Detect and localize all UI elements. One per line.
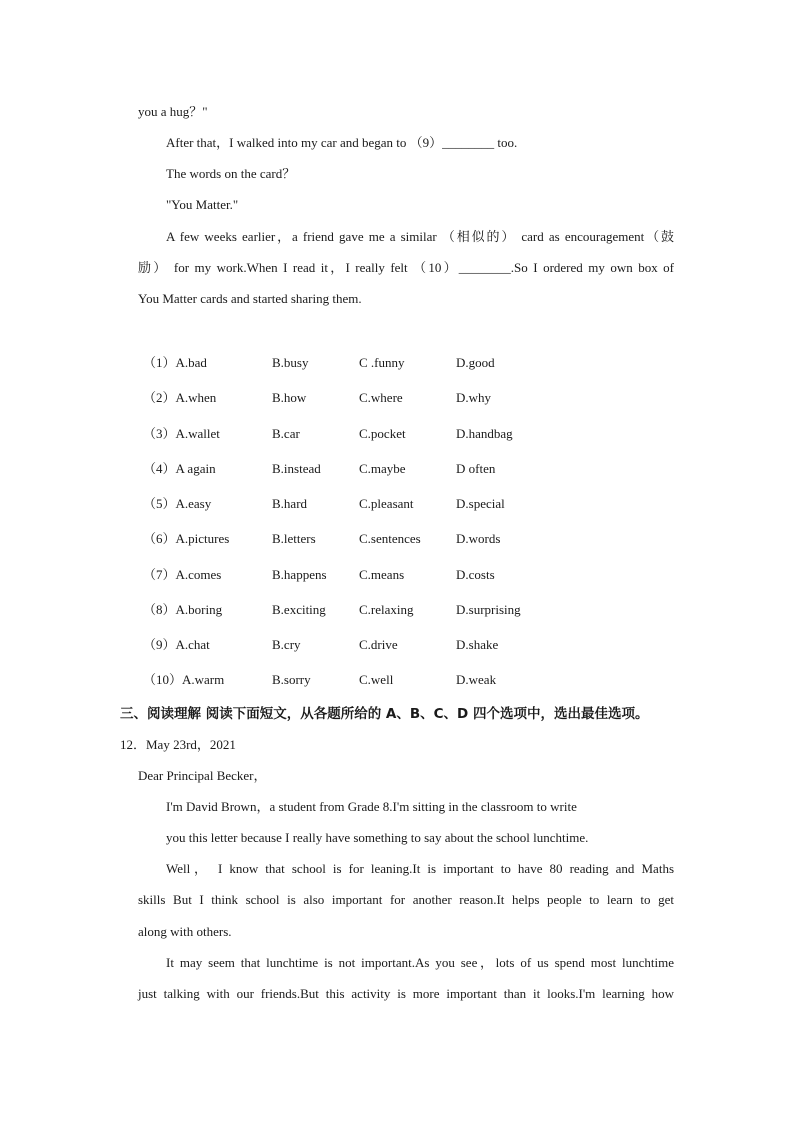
option-row-9 <box>0 637 794 653</box>
letter-line-1: I'm David Brown，a student from Grade 8.I'm sitting in the classroom to write <box>166 799 577 814</box>
option-a: （5）A.easy <box>143 496 212 511</box>
option-b: B.hard <box>272 496 308 511</box>
option-c: C.well <box>359 672 394 687</box>
option-d: D.surprising <box>456 602 521 617</box>
option-d: D often <box>456 461 496 476</box>
option-a: （10）A.warm <box>143 672 225 687</box>
section-heading: 三、阅读理解 阅读下面短文，从各题所给的 A、B、C、D 四个选项中，选出最佳选项。 <box>120 706 649 722</box>
option-row-10 <box>0 672 794 688</box>
letter-line-5: along with others. <box>138 924 232 939</box>
option-d: D.words <box>456 531 501 546</box>
passage-line-7: You Matter cards and started sharing them. <box>138 291 362 306</box>
option-b: B.busy <box>272 355 309 370</box>
option-a: （1）A.bad <box>143 355 207 370</box>
passage-line-1: you a hug？" <box>138 104 208 119</box>
option-b: B.car <box>272 426 300 441</box>
option-b: B.how <box>272 390 307 405</box>
option-row-5 <box>0 496 794 512</box>
option-a: （8）A.boring <box>143 602 223 617</box>
option-row-8 <box>0 602 794 618</box>
letter-salutation: Dear Principal Becker， <box>138 768 267 783</box>
option-b: B.instead <box>272 461 321 476</box>
passage-line-3: The words on the card？ <box>166 166 296 181</box>
question-12-date: 12．May 23rd，2021 <box>120 737 236 752</box>
option-a: （2）A.when <box>143 390 217 405</box>
option-d: D.handbag <box>456 426 513 441</box>
option-d: D.good <box>456 355 495 370</box>
option-c: C.pocket <box>359 426 406 441</box>
option-a: （6）A.pictures <box>143 531 230 546</box>
letter-line-2: you this letter because I really have something to say about the school lunchtime. <box>166 830 589 845</box>
option-b: B.letters <box>272 531 316 546</box>
option-b: B.sorry <box>272 672 311 687</box>
option-a: （9）A.chat <box>143 637 210 652</box>
option-d: D.costs <box>456 567 495 582</box>
option-c: C.pleasant <box>359 496 414 511</box>
option-row-2 <box>0 390 794 406</box>
passage-line-4: "You Matter." <box>166 197 239 212</box>
option-a: （3）A.wallet <box>143 426 220 441</box>
option-row-1 <box>0 355 794 371</box>
option-c: C.maybe <box>359 461 406 476</box>
letter-line-6: It may seem that lunchtime is not important.As you see，lots of us spend most lunchtime <box>166 955 674 970</box>
option-c: C.where <box>359 390 403 405</box>
passage-line-6: 励） for my work.When I read it，I really felt （10）________.So I ordered my own box of <box>138 260 674 275</box>
option-c: C.drive <box>359 637 398 652</box>
passage-line-2: After that，I walked into my car and began to （9）________ too. <box>166 135 518 150</box>
option-b: B.happens <box>272 567 327 582</box>
passage-line-5: A few weeks earlier，a friend gave me a similar （相似的） card as encouragement（鼓 <box>166 229 674 244</box>
option-c: C.means <box>359 567 405 582</box>
option-c: C .funny <box>359 355 405 370</box>
option-a: （4）A again <box>143 461 216 476</box>
option-row-3 <box>0 426 794 442</box>
option-row-6 <box>0 531 794 547</box>
letter-line-4: skills But I think school is also important for another reason.It helps people to learn to get <box>138 892 674 907</box>
option-d: D.shake <box>456 637 499 652</box>
option-a: （7）A.comes <box>143 567 222 582</box>
option-row-7 <box>0 567 794 583</box>
letter-line-3: Well， I know that school is for leaning.It is important to have 80 reading and Maths <box>166 861 674 876</box>
option-b: B.cry <box>272 637 301 652</box>
option-b: B.exciting <box>272 602 326 617</box>
option-d: D.why <box>456 390 492 405</box>
option-c: C.sentences <box>359 531 421 546</box>
option-c: C.relaxing <box>359 602 414 617</box>
option-d: D.weak <box>456 672 497 687</box>
option-row-4 <box>0 461 794 477</box>
letter-line-7: just talking with our friends.But this activity is more important than it looks.I'm learning how <box>138 986 674 1001</box>
option-d: D.special <box>456 496 505 511</box>
